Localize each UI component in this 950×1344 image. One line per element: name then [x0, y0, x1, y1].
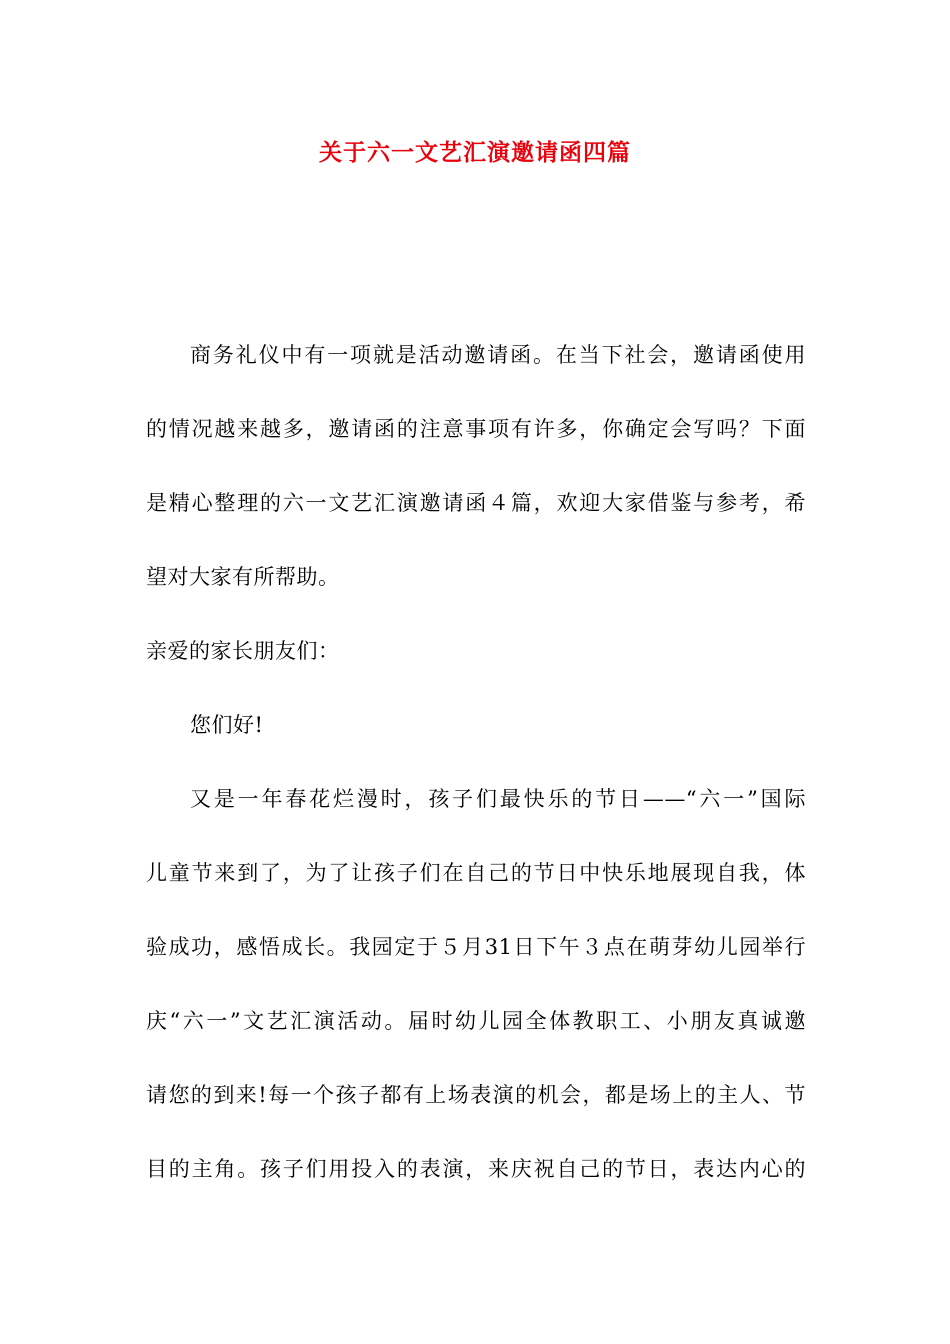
letter-line-2: 儿童节来到了，为了让孩子们在自己的节日中快乐地展现自我，体 — [146, 861, 806, 885]
intro-paragraph — [146, 318, 806, 614]
intro-line-4: 望对大家有所帮助。 — [146, 565, 340, 589]
greeting-paragraph — [146, 688, 806, 762]
intro-line-3: 是精心整理的六一文艺汇演邀请函４篇，欢迎大家借鉴与参考，希 — [146, 491, 806, 515]
salutation-paragraph — [146, 614, 806, 688]
document-body — [146, 318, 806, 1206]
greeting: 您们好! — [190, 713, 264, 737]
letter-line-4: 庆“六一”文艺汇演活动。届时幼儿园全体教职工、小朋友真诚邀 — [146, 1009, 806, 1033]
letter-line-6: 目的主角。孩子们用投入的表演，来庆祝自己的节日，表达内心的 — [146, 1157, 806, 1181]
salutation: 亲爱的家长朋友们： — [146, 639, 340, 663]
letter-line-5: 请您的到来!每一个孩子都有上场表演的机会，都是场上的主人、节 — [146, 1083, 806, 1107]
letter-line-3: 验成功，感悟成长。我园定于５月31日下午３点在萌芽幼儿园举行 — [146, 935, 806, 959]
document-title: 关于六一文艺汇演邀请函四篇 — [319, 139, 631, 166]
intro-line-2: 的情况越来越多，邀请函的注意事项有许多，你确定会写吗？下面 — [146, 417, 806, 441]
letter-paragraph — [146, 762, 806, 1206]
intro-line-1: 商务礼仪中有一项就是活动邀请函。在当下社会，邀请函使用 — [190, 343, 806, 367]
letter-line-1: 又是一年春花烂漫时，孩子们最快乐的节日——“六一”国际 — [190, 787, 806, 811]
